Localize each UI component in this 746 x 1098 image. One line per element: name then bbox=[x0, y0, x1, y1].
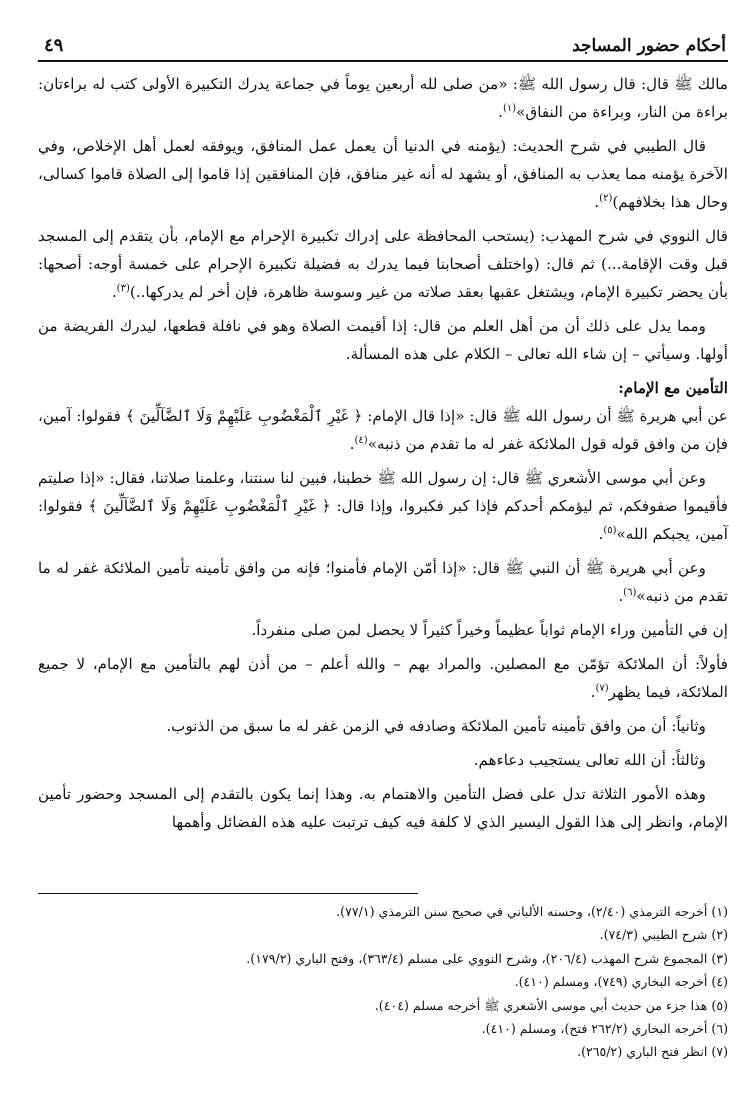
paragraph bbox=[38, 312, 728, 368]
paragraph bbox=[38, 70, 728, 126]
page-number: ٤٩ bbox=[44, 35, 64, 56]
paragraph bbox=[38, 746, 728, 774]
paragraph bbox=[38, 780, 728, 836]
paragraph-tail: . bbox=[498, 103, 503, 121]
paragraph bbox=[38, 402, 728, 458]
page bbox=[38, 28, 728, 842]
paragraph-tail: . bbox=[111, 283, 117, 301]
paragraph-tail: . bbox=[618, 587, 624, 605]
paragraph-text: وثالثاً: أن الله تعالى يستجيب دعاءهم. bbox=[473, 751, 706, 769]
footnote-ref: (٣) bbox=[116, 282, 130, 294]
paragraph-tail: . bbox=[349, 435, 355, 453]
footnote: (٦) أخرجه البخاري (٢٦٢/٢ فتح)، ومسلم (٤١٠). bbox=[481, 1021, 728, 1037]
paragraph-text: قال الطيبي في شرح الحديث: (يؤمنه في الدنيا أن يعمل عمل المنافق، ويوفقه لعمل أهل الإخلاص، وفي الآخرة يؤمنه مما يعذب به المنافق، أو يشهد له أنه غير منافق، فإن المنافقين إذا قاموا إلى الصلاة قاموا كسالى، وحال هذا بخلافهم) bbox=[38, 137, 728, 211]
paragraph bbox=[38, 222, 728, 306]
footnote: (١) أخرجه الترمذي (٢/٤٠)، وحسنه الألباني في صحيح سنن الترمذي (٧٧/١). bbox=[336, 904, 728, 919]
footnote-ref: (٦) bbox=[623, 586, 637, 598]
main-text bbox=[38, 70, 728, 836]
paragraph-text: فأولاً: أن الملائكة تؤمّن مع المصلين. والمراد بهم – والله أعلم – من أذن لهم بالتأمين مع الإمام، لا جميع الملائكة، فيما يظهر bbox=[38, 655, 728, 701]
paragraph-tail: . bbox=[594, 193, 600, 211]
footnote-ref: (١) bbox=[502, 102, 517, 114]
paragraph-tail: . bbox=[598, 525, 604, 543]
paragraph bbox=[38, 616, 728, 644]
paragraph-text: قال النووي في شرح المهذب: (يستحب المحافظة على إدراك تكبيرة الإحرام مع الإمام، بأن يتقدم إلى المسجد قبل وقت الإقامة...) ثم قال: (واختلف أصحابنا فيما يدرك به فضيلة تكبيرة الإحرام على خمسة أوجه: أصحها: بأن يحضر تكبيرة الإمام، ويشتغل عقبها بعقد صلاته من غير وسوسة ظاهرة، فإن أخر لم يدركها..) bbox=[38, 227, 728, 301]
paragraph bbox=[38, 554, 728, 610]
paragraph bbox=[38, 132, 728, 216]
footnote-ref: (٤) bbox=[354, 434, 368, 446]
running-header bbox=[38, 28, 728, 62]
paragraph-text: ومما يدل على ذلك أن من أهل العلم من قال: إذا أقيمت الصلاة وهو في نافلة قطعها، ليدرك الفريضة من أولها. وسيأتي – إن شاء الله تعالى – الكلام على هذه المسألة. bbox=[38, 317, 728, 363]
paragraph bbox=[38, 650, 728, 706]
section-heading: التأمين مع الإمام: bbox=[618, 379, 728, 397]
footnote: (٣) المجموع شرح المهذب (٢٠٦/٤)، وشرح النووي على مسلم (٣٦٣/٤)، وفتح الباري (١٧٩/٢). bbox=[246, 950, 728, 966]
paragraph-tail: . bbox=[590, 683, 596, 701]
paragraph-text: وهذه الأمور الثلاثة تدل على فضل التأمين والاهتمام به. وهذا إنما يكون بالتقدم إلى المسجد وحضور تأمين الإمام، وانظر إلى هذا القول اليسير الذي لا كلفة فيه كيف ترتبت عليه هذه الفضائل وأهمها bbox=[38, 785, 728, 831]
footnote: (٤) أخرجه البخاري (٧٤٩)، ومسلم (٤١٠). bbox=[514, 974, 728, 990]
footnote: (٢) شرح الطيبي (٧٤/٣). bbox=[599, 927, 728, 943]
paragraph bbox=[38, 464, 728, 548]
footnote-separator bbox=[38, 893, 418, 894]
paragraph-text: وثانياً: أن من وافق تأمينه تأمين الملائكة وصادفه في الزمن غفر له ما سبق من الذنوب. bbox=[166, 717, 706, 735]
footnote-ref: (٥) bbox=[603, 524, 617, 536]
footnote-ref: (٢) bbox=[599, 192, 613, 204]
footnote-ref: (٧) bbox=[595, 682, 609, 694]
footnotes bbox=[38, 900, 728, 1064]
footnote: (٥) هذا جزء من حديث أبي موسى الأشعري ﷺ أخرجه مسلم (٤٠٤). bbox=[374, 997, 728, 1013]
paragraph-text: مالك ﷺ قال: قال رسول الله ﷺ: «من صلى لله أربعين يوماً في جماعة يدرك التكبيرة الأولى كتب له براءتان: براءة من النار، وبراءة من النفاق» bbox=[38, 75, 728, 121]
paragraph-text: إن في التأمين وراء الإمام ثواباً عظيماً وخيراً كثيراً لا يحصل لمن صلى منفرداً. bbox=[251, 621, 728, 639]
paragraph-text: عن أبي هريرة ﷺ أن رسول الله ﷺ قال: «إذا قال الإمام: ﴿ غَيْرِ ٱلْمَغْضُوبِ عَلَيْهِمْ وَلَا ٱلضَّآلِّينَ ﴾ فقولوا: آمين، فإن من وافق قوله قول الملائكة غفر له ما تقدم من ذنبه» bbox=[38, 407, 728, 453]
footnote: (٧) انظر فتح الباري (٢٦٥/٢). bbox=[577, 1044, 728, 1060]
paragraph-text: وعن أبي هريرة ﷺ أن النبي ﷺ قال: «إذا أمّن الإمام فأمنوا؛ فإنه من وافق تأمينه تأمين الملائكة غفر له ما تقدم من ذنبه» bbox=[38, 559, 728, 605]
running-title: أحكام حضور المساجد bbox=[572, 36, 726, 56]
paragraph-text: وعن أبي موسى الأشعري ﷺ قال: إن رسول الله ﷺ خطبنا، فبين لنا سنتنا، وعلمنا صلاتنا، فقال: «إذا صليتم فأقيموا صفوفكم، ثم ليؤمكم أحدكم فإذا كبر فكبروا، وإذا قال: ﴿ غَيْرِ ٱلْمَغْضُوبِ عَلَيْهِمْ وَلَا ٱلضَّآلِّينَ ﴾ فقولوا: آمين، يجبكم الله» bbox=[38, 469, 728, 543]
paragraph bbox=[38, 712, 728, 740]
